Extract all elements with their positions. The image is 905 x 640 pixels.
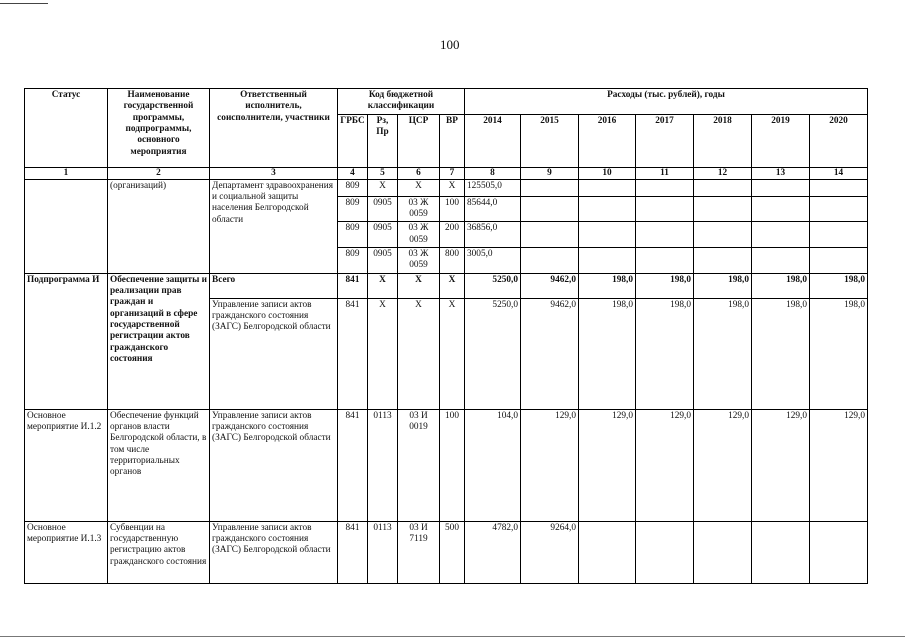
status-cell: Основное мероприятие И.1.2 [25, 409, 108, 521]
responsible-cell: Управление записи актов гражданского состояния (ЗАГС) Белгородской области [210, 409, 338, 521]
year-cell: 198,0 [636, 298, 694, 409]
vr-cell: 800 [440, 247, 465, 273]
csr-cell: 03 И 7119 [398, 521, 440, 583]
table-header-row [25, 89, 868, 115]
rzpr-cell: X [368, 298, 398, 409]
year-cell: 129,0 [810, 409, 868, 521]
year-cell [636, 521, 694, 583]
year-cell: 129,0 [752, 409, 810, 521]
csr-cell: 03 Ж 0059 [398, 247, 440, 273]
rzpr-cell: 0113 [368, 409, 398, 521]
year-cell [636, 179, 694, 196]
vr-cell: 500 [440, 521, 465, 583]
year-cell: 129,0 [636, 409, 694, 521]
header-year: 2015 [521, 114, 579, 167]
year-cell [810, 179, 868, 196]
grbs-cell: 841 [338, 273, 368, 298]
scan-artifact-bottom [0, 636, 905, 637]
year-cell [579, 247, 636, 273]
grbs-cell: 841 [338, 409, 368, 521]
year-cell: 5250,0 [465, 273, 521, 298]
year-cell: 198,0 [752, 273, 810, 298]
header-name: Наименование государственной программы, подпрограммы, основного мероприятия [108, 89, 210, 168]
year-cell: 36856,0 [465, 222, 521, 248]
year-cell [694, 222, 752, 248]
header-rzpr: Рз, Пр [368, 114, 398, 167]
vr-cell: 100 [440, 409, 465, 521]
name-cell: Субвенции на государственную регистрацию актов гражданского состояния [108, 521, 210, 583]
year-cell: 198,0 [694, 298, 752, 409]
year-cell [810, 247, 868, 273]
year-cell: 198,0 [579, 298, 636, 409]
year-cell [579, 196, 636, 222]
year-cell [752, 179, 810, 196]
year-cell: 129,0 [579, 409, 636, 521]
year-cell: 9264,0 [521, 521, 579, 583]
csr-cell: 03 Ж 0059 [398, 222, 440, 248]
csr-cell: X [398, 273, 440, 298]
rzpr-cell: X [368, 273, 398, 298]
header-vr: ВР [440, 114, 465, 167]
year-cell [810, 521, 868, 583]
name-cell: Обеспечение функций органов власти Белгородской области, в том числе территориальных органов [108, 409, 210, 521]
responsible-cell: Департамент здравоохранения и социальной защиты населения Белгородской области [210, 179, 338, 273]
responsible-cell: Управление записи актов гражданского состояния (ЗАГС) Белгородской области [210, 298, 338, 409]
year-cell [694, 247, 752, 273]
header-year: 2019 [752, 114, 810, 167]
year-cell [752, 247, 810, 273]
column-number: 9 [521, 167, 579, 179]
year-cell: 129,0 [694, 409, 752, 521]
status-cell: Подпрограмма И [25, 273, 108, 409]
header-year: 2016 [579, 114, 636, 167]
table-row [25, 409, 868, 521]
column-number: 3 [210, 167, 338, 179]
column-number: 7 [440, 167, 465, 179]
responsible-cell: Всего [210, 273, 338, 298]
year-cell [636, 247, 694, 273]
header-year: 2017 [636, 114, 694, 167]
year-cell: 9462,0 [521, 298, 579, 409]
year-cell [694, 179, 752, 196]
column-number: 13 [752, 167, 810, 179]
header-responsible: Ответственный исполнитель, соисполнители, участники [210, 89, 338, 168]
csr-cell: 03 И 0019 [398, 409, 440, 521]
column-number-row [25, 167, 868, 179]
header-grbs: ГРБС [338, 114, 368, 167]
rzpr-cell: 0905 [368, 247, 398, 273]
year-cell: 198,0 [810, 298, 868, 409]
column-number: 4 [338, 167, 368, 179]
year-cell: 198,0 [579, 273, 636, 298]
responsible-cell: Управление записи актов гражданского состояния (ЗАГС) Белгородской области [210, 521, 338, 583]
year-cell [521, 196, 579, 222]
year-cell [752, 222, 810, 248]
status-cell [25, 179, 108, 273]
vr-cell: X [440, 298, 465, 409]
year-cell: 198,0 [810, 273, 868, 298]
rzpr-cell: 0905 [368, 222, 398, 248]
column-number: 1 [25, 167, 108, 179]
header-status: Статус [25, 89, 108, 168]
csr-cell: X [398, 298, 440, 409]
table-row [25, 521, 868, 583]
vr-cell: X [440, 179, 465, 196]
year-cell: 5250,0 [465, 298, 521, 409]
year-cell [636, 222, 694, 248]
year-cell: 198,0 [636, 273, 694, 298]
vr-cell: 100 [440, 196, 465, 222]
year-cell [810, 196, 868, 222]
year-cell [521, 179, 579, 196]
year-cell: 198,0 [694, 273, 752, 298]
csr-cell: 03 Ж 0059 [398, 196, 440, 222]
column-number: 12 [694, 167, 752, 179]
vr-cell: X [440, 273, 465, 298]
year-cell: 129,0 [521, 409, 579, 521]
grbs-cell: 809 [338, 222, 368, 248]
vr-cell: 200 [440, 222, 465, 248]
column-number: 6 [398, 167, 440, 179]
year-cell: 3005,0 [465, 247, 521, 273]
year-cell: 125505,0 [465, 179, 521, 196]
year-cell [521, 247, 579, 273]
column-number: 8 [465, 167, 521, 179]
year-cell [579, 222, 636, 248]
year-cell: 198,0 [752, 298, 810, 409]
year-cell [636, 196, 694, 222]
grbs-cell: 809 [338, 196, 368, 222]
year-cell: 85644,0 [465, 196, 521, 222]
page-number: 100 [440, 37, 460, 52]
year-cell [752, 521, 810, 583]
grbs-cell: 841 [338, 521, 368, 583]
rzpr-cell: X [368, 179, 398, 196]
year-cell [752, 196, 810, 222]
year-cell [579, 521, 636, 583]
header-budget-code: Код бюджетной классификации [338, 89, 465, 115]
year-cell [694, 196, 752, 222]
rzpr-cell: 0905 [368, 196, 398, 222]
header-expenses: Расходы (тыс. рублей), годы [465, 89, 868, 115]
year-cell [579, 179, 636, 196]
header-csr: ЦСР [398, 114, 440, 167]
header-year: 2014 [465, 114, 521, 167]
csr-cell: X [398, 179, 440, 196]
scan-artifact-top [0, 3, 48, 4]
column-number: 2 [108, 167, 210, 179]
year-cell: 4782,0 [465, 521, 521, 583]
year-cell: 9462,0 [521, 273, 579, 298]
name-cell: (организаций) [108, 179, 210, 273]
rzpr-cell: 0113 [368, 521, 398, 583]
grbs-cell: 809 [338, 179, 368, 196]
year-cell [810, 222, 868, 248]
table-row [25, 179, 868, 196]
header-year: 2018 [694, 114, 752, 167]
grbs-cell: 809 [338, 247, 368, 273]
year-cell [521, 222, 579, 248]
column-number: 11 [636, 167, 694, 179]
budget-table [24, 88, 868, 584]
year-cell: 104,0 [465, 409, 521, 521]
column-number: 14 [810, 167, 868, 179]
year-cell [694, 521, 752, 583]
column-number: 5 [368, 167, 398, 179]
grbs-cell: 841 [338, 298, 368, 409]
name-cell: Обеспечение защиты и реализации прав граждан и организаций в сфере государственной регистрации актов гражданского состояния [108, 273, 210, 409]
status-cell: Основное мероприятие И.1.3 [25, 521, 108, 583]
header-year: 2020 [810, 114, 868, 167]
column-number: 10 [579, 167, 636, 179]
table-row-subprogram-total [25, 273, 868, 298]
